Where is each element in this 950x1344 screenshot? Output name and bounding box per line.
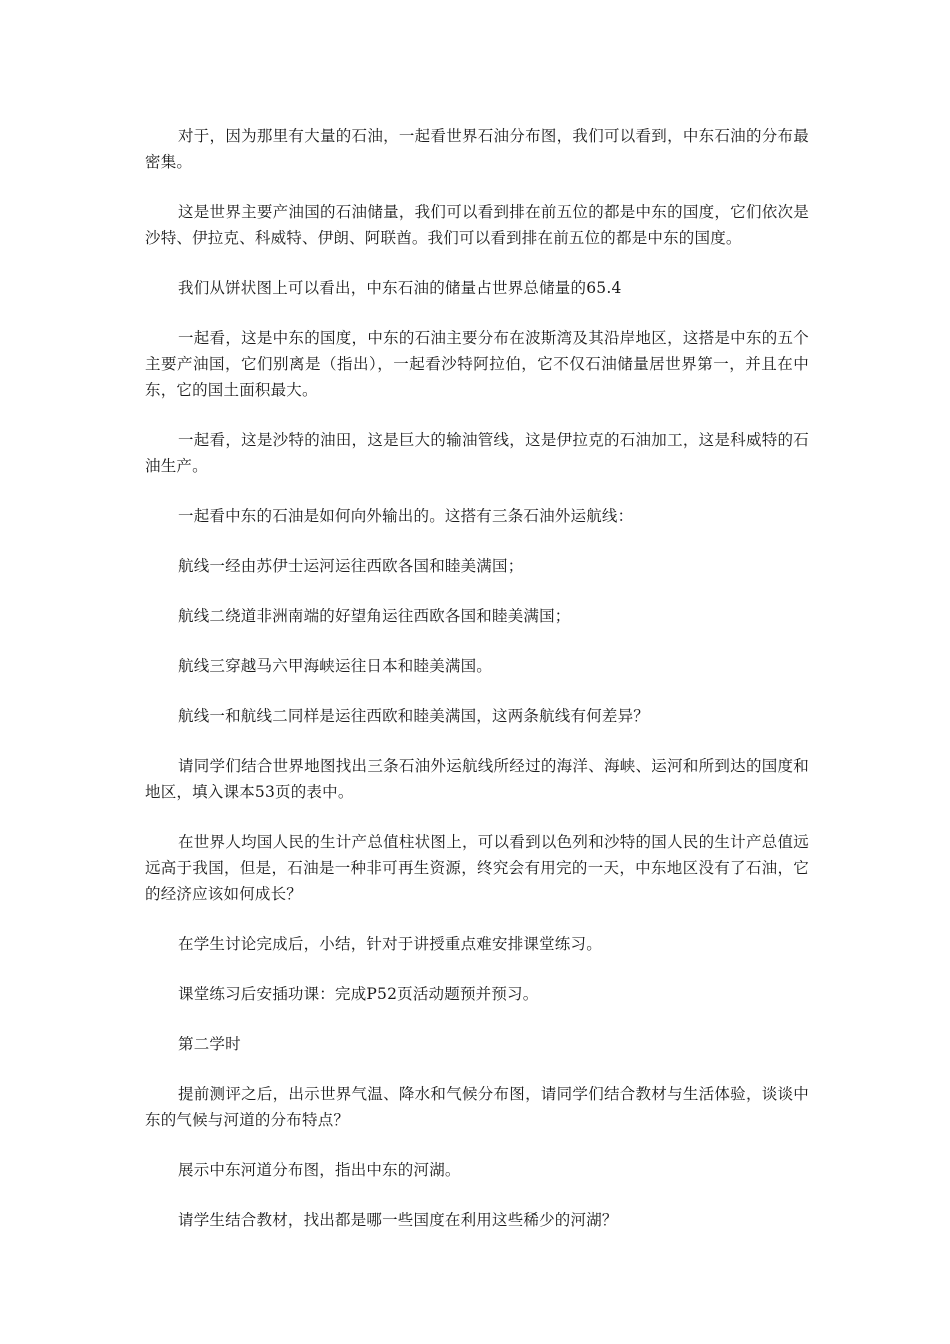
paragraph-homework: 课堂练习后安插功课：完成P52页活动题预并预习。	[178, 985, 539, 1003]
document-body	[145, 123, 809, 1257]
paragraph-oil-distribution: 对于，因为那里有大量的石油，一起看世界石油分布图，我们可以看到，中东石油的分布最密集。	[145, 127, 809, 171]
paragraph-export-routes-intro: 一起看中东的石油是如何向外输出的。这搭有三条石油外运航线：	[178, 507, 634, 525]
paragraph-climate: 提前测评之后，出示世界气温、降水和气候分布图，请同学们结合教材与生活体验，谈谈中东的气候与河道的分布特点？	[145, 1085, 809, 1129]
paragraph-route-three: 航线三穿越马六甲海峡运往日本和睦美满国。	[178, 657, 493, 675]
paragraph-route-two: 航线二绕道非洲南端的好望角运往西欧各国和睦美满国；	[178, 607, 571, 625]
paragraph-pie-chart: 我们从饼状图上可以看出，中东石油的储量占世界总储量的65.4	[178, 279, 622, 297]
paragraph-oil-reserves: 这是世界主要产油国的石油储量，我们可以看到排在前五位的都是中东的国度，它们依次是沙特、伊拉克、科威特、伊朗、阿联酋。我们可以看到排在前五位的都是中东的国度。	[145, 203, 809, 247]
paragraph-middle-east-countries: 一起看，这是中东的国度，中东的石油主要分布在波斯湾及其沿岸地区，这搭是中东的五个主要产油国，它们别离是（指出），一起看沙特阿拉伯，它不仅石油储量居世界第一，并且在中东，它的国土面积最大。	[145, 329, 809, 399]
paragraph-gdp-chart: 在世界人均国人民的生计产总值柱状图上，可以看到以色列和沙特的国人民的生计产总值远远高于我国，但是，石油是一种非可再生资源，终究会有用完的一天，中东地区没有了石油，它的经济应该如何成长？	[145, 833, 809, 903]
paragraph-rivers-map: 展示中东河道分布图，指出中东的河湖。	[178, 1161, 461, 1179]
paragraph-route-one: 航线一经由苏伊士运河运往西欧各国和睦美满国；	[178, 557, 524, 575]
paragraph-oil-fields: 一起看，这是沙特的油田，这是巨大的输油管线，这是伊拉克的石油加工，这是科威特的石油生产。	[145, 431, 809, 475]
paragraph-river-usage: 请学生结合教材，找出都是哪一些国度在利用这些稀少的河湖？	[178, 1211, 618, 1229]
paragraph-route-question: 航线一和航线二同样是运往西欧和睦美满国，这两条航线有何差异？	[178, 707, 650, 725]
section-heading-second-lesson: 第二学时	[178, 1035, 241, 1053]
paragraph-summary: 在学生讨论完成后，小结，针对于讲授重点难安排课堂练习。	[178, 935, 602, 953]
paragraph-map-exercise: 请同学们结合世界地图找出三条石油外运航线所经过的海洋、海峡、运河和所到达的国度和地区，填入课本53页的表中。	[145, 757, 809, 801]
